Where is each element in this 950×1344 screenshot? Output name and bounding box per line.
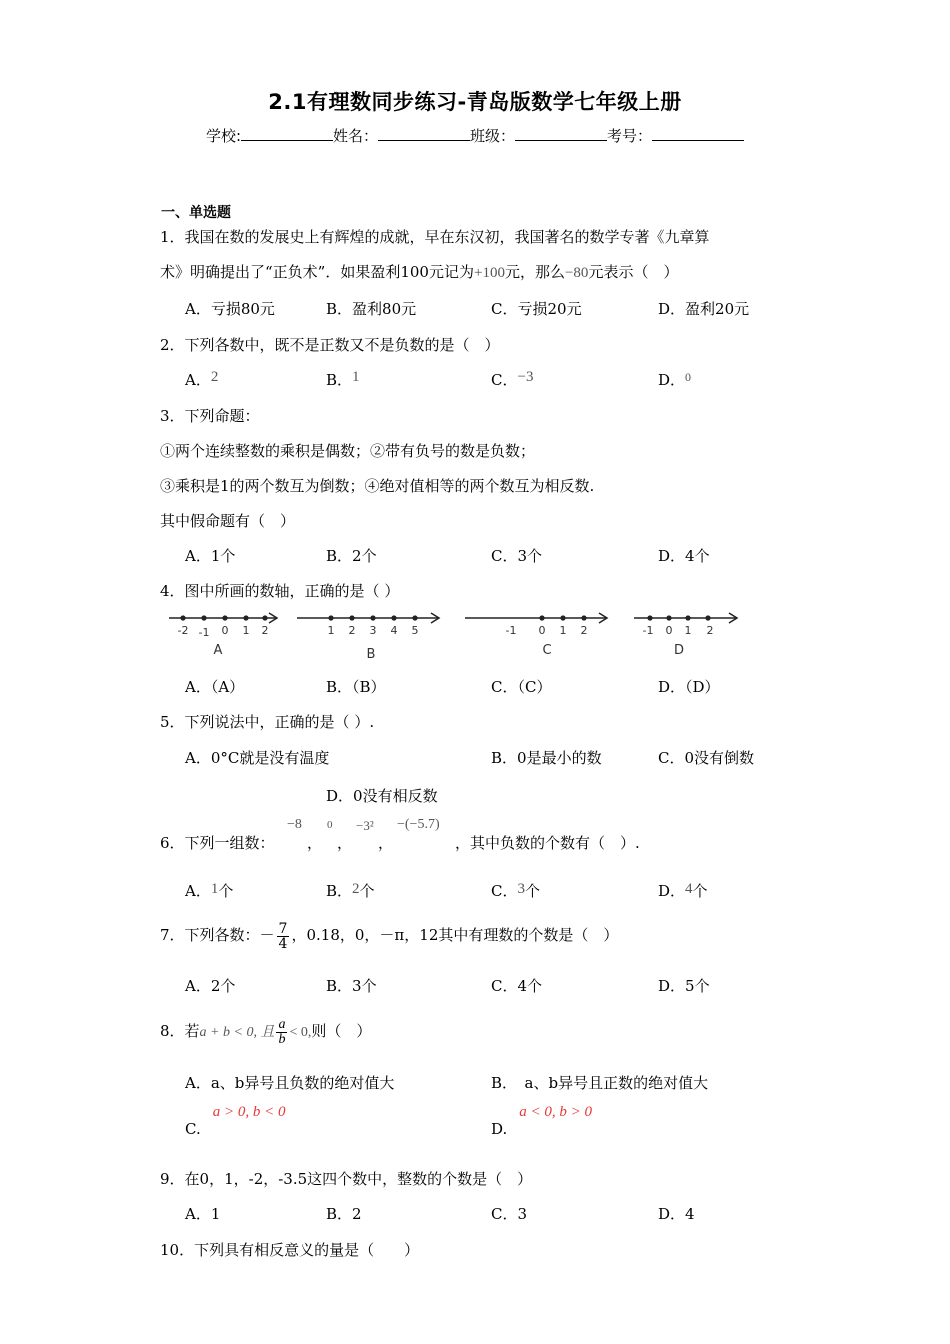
q6-num-3: −3² xyxy=(356,818,374,833)
section-heading: 一、单选题 xyxy=(161,205,231,221)
q8-option-d[interactable] xyxy=(491,1104,593,1139)
q7-option-d[interactable]: D．5个 xyxy=(658,977,710,995)
axis-c-tick: 1 xyxy=(559,624,567,637)
axis-d-tick: 2 xyxy=(706,624,714,637)
q2-label-d: D． xyxy=(658,371,686,389)
q8-expr-c: a > 0, b < 0 xyxy=(212,1104,286,1120)
q6-text-a: 6．下列一组数： xyxy=(160,834,275,852)
axis-c-tick: -1 xyxy=(505,624,517,637)
q6-value-b: 2 xyxy=(352,881,360,897)
q1-option-b[interactable]: B．盈利80元 xyxy=(326,300,417,318)
exam-no-label: 考号： xyxy=(607,127,653,145)
q8-label-c: C. xyxy=(185,1120,201,1138)
axis-b-tick: 2 xyxy=(348,624,356,637)
q8-fraction xyxy=(276,1018,287,1047)
number-line-c xyxy=(463,606,613,662)
page-title: 2.1有理数同步练习-青岛版数学七年级上册 xyxy=(268,90,682,114)
q6-label-b: B． xyxy=(326,882,353,900)
axis-a-tick: 0 xyxy=(221,624,229,637)
q2-stem: 2．下列各数中，既不是正数又不是负数的是（ ） xyxy=(160,336,500,354)
q6-stem xyxy=(160,832,275,853)
q6-label-a: A． xyxy=(185,882,211,900)
q8-option-a[interactable]: A．a、b异号且负数的绝对值大 xyxy=(185,1074,395,1092)
q2-option-d[interactable] xyxy=(658,369,691,390)
q7-fraction xyxy=(277,922,290,951)
q3-proposition-line2: ③乘积是1的两个数互为倒数；④绝对值相等的两个数互为相反数. xyxy=(160,477,595,495)
q4-stem: 4．图中所画的数轴，正确的是（ ） xyxy=(160,582,400,600)
q1-stem-line2 xyxy=(160,261,678,282)
q3-proposition-line1: ①两个连续整数的乘积是偶数；②带有负号的数是负数； xyxy=(160,442,536,460)
q5-option-d[interactable]: D．0没有相反数 xyxy=(326,787,438,805)
q8-condition-2: < 0, xyxy=(289,1025,312,1040)
q8-stem xyxy=(160,1010,371,1054)
axis-c-caption: C xyxy=(542,643,552,658)
exam-no-blank[interactable] xyxy=(652,126,744,141)
q8-frac-num: a xyxy=(278,1016,286,1032)
q6-comma: ， xyxy=(307,834,323,852)
axis-c-tick: 0 xyxy=(538,624,546,637)
q3-option-b[interactable]: B．2个 xyxy=(326,547,377,565)
q9-option-d[interactable]: D．4 xyxy=(658,1205,695,1223)
q2-value-a: 2 xyxy=(210,369,219,385)
q9-stem: 9．在0，1，-2，-3.5这四个数中，整数的个数是（ ） xyxy=(160,1170,533,1188)
student-info-line xyxy=(0,125,950,146)
q4-option-d[interactable]: D．（D） xyxy=(658,678,720,696)
q7-text-b: ，0.18，0，－π，12其中有理数的个数是（ ） xyxy=(291,926,619,944)
q8-condition-1: a + b < 0, 且 xyxy=(199,1025,275,1040)
q7-stem xyxy=(160,914,618,956)
q6-option-b[interactable] xyxy=(326,880,375,901)
axis-a-caption: A xyxy=(213,643,223,658)
q7-option-b[interactable]: B．3个 xyxy=(326,977,377,995)
school-label: 学校: xyxy=(205,127,241,145)
class-blank[interactable] xyxy=(515,126,607,141)
q3-question-line: 其中假命题有（ ） xyxy=(160,512,296,530)
q8-expr-d: a < 0, b > 0 xyxy=(519,1104,593,1120)
q6-text-b: ，其中负数的个数有（ ）. xyxy=(455,834,640,852)
q1-option-a[interactable]: A．亏损80元 xyxy=(185,300,275,318)
q8-label-d: D. xyxy=(491,1120,508,1138)
q6-value-a: 1 xyxy=(210,881,219,897)
axis-d-tick: 1 xyxy=(684,624,692,637)
class-label: 班级： xyxy=(470,127,516,145)
q6-unit: 个 xyxy=(524,882,540,900)
axis-b-tick: 4 xyxy=(390,624,398,637)
q4-option-b[interactable]: B．（B） xyxy=(326,678,386,696)
axis-a-tick: -1 xyxy=(198,626,210,639)
q3-stem: 3．下列命题： xyxy=(160,407,260,425)
axis-a-tick: 1 xyxy=(242,624,250,637)
name-label: 姓名： xyxy=(333,127,379,145)
q7-frac-den: 4 xyxy=(278,935,288,952)
axis-d-caption: D xyxy=(673,643,685,658)
q8-frac-den: b xyxy=(278,1031,286,1047)
q9-option-c[interactable]: C．3 xyxy=(491,1205,528,1223)
q8-text-a: 8．若 xyxy=(160,1022,200,1040)
axis-b-tick: 5 xyxy=(411,624,419,637)
q6-value-d: 4 xyxy=(685,881,693,897)
axis-a-tick: -2 xyxy=(177,624,189,637)
q5-option-b[interactable]: B．0是最小的数 xyxy=(491,749,602,767)
q6-option-c[interactable] xyxy=(491,880,540,901)
q8-option-b[interactable]: B． a、b异号且正数的绝对值大 xyxy=(491,1074,709,1092)
number-line-d xyxy=(632,606,747,662)
q1-option-d[interactable]: D．盈利20元 xyxy=(658,300,750,318)
q8-option-c[interactable] xyxy=(185,1104,286,1139)
q5-option-c[interactable]: C．0没有倒数 xyxy=(658,749,755,767)
q4-option-c[interactable]: C．（C） xyxy=(491,678,552,696)
q4-option-a[interactable]: A．（A） xyxy=(185,678,245,696)
q1-text-b: 元，那么 xyxy=(504,263,565,281)
axis-d-tick: 0 xyxy=(665,624,673,637)
q8-text-b: 则（ ） xyxy=(311,1022,372,1040)
q10-stem: 10．下列具有相反意义的量是（ ） xyxy=(160,1241,420,1259)
q3-option-c[interactable]: C．3个 xyxy=(491,547,543,565)
school-blank[interactable] xyxy=(241,126,333,141)
q6-num-2: 0 xyxy=(327,819,333,831)
q2-value-b: 1 xyxy=(352,369,360,385)
q7-option-a[interactable]: A．2个 xyxy=(185,977,236,995)
axis-b-tick: 3 xyxy=(369,624,377,637)
q1-option-c[interactable]: C．亏损20元 xyxy=(491,300,582,318)
q6-label-c: C． xyxy=(491,882,518,900)
q3-option-a[interactable]: A．1个 xyxy=(185,547,236,565)
axis-c-tick: 2 xyxy=(580,624,588,637)
q7-frac-num: 7 xyxy=(278,920,288,937)
q2-option-a[interactable] xyxy=(185,369,218,390)
q6-unit: 个 xyxy=(218,882,234,900)
q2-value-c: −3 xyxy=(517,369,534,385)
q6-option-d[interactable] xyxy=(658,880,708,901)
q1-text-a: 术》明确提出了“正负术”．如果盈利100元记为 xyxy=(160,263,474,281)
q5-option-a[interactable]: A．0°C就是没有温度 xyxy=(185,749,330,767)
number-line-b xyxy=(295,606,445,662)
q5-stem: 5．下列说法中，正确的是（ ）. xyxy=(160,713,375,731)
q7-text-a: 7．下列各数：－ xyxy=(160,926,275,944)
q6-label-d: D． xyxy=(658,882,686,900)
q6-num-4: −(−5.7) xyxy=(397,817,440,832)
q1-text-c: 元表示（ ） xyxy=(588,263,679,281)
q6-unit: 个 xyxy=(692,882,708,900)
number-line-a xyxy=(165,606,285,662)
q9-option-a[interactable]: A．1 xyxy=(185,1205,221,1223)
q1-expr-minus80: −80 xyxy=(564,265,589,281)
q6-num-1: −8 xyxy=(287,817,302,832)
q1-stem-line1: 1．我国在数的发展史上有辉煌的成就，早在东汉初，我国著名的数学专著《九章算 xyxy=(160,228,710,246)
q2-label-b: B． xyxy=(326,371,353,389)
q2-label-c: C． xyxy=(491,371,518,389)
axis-d-tick: -1 xyxy=(642,624,654,637)
q6-option-a[interactable] xyxy=(185,880,233,901)
q2-value-d: 0 xyxy=(685,370,692,384)
axis-a-tick: 2 xyxy=(261,624,269,637)
axis-b-caption: B xyxy=(366,647,376,662)
q6-comma: ， xyxy=(378,834,394,852)
q3-option-d[interactable]: D．4个 xyxy=(658,547,710,565)
q9-option-b[interactable]: B．2 xyxy=(326,1205,362,1223)
q1-expr-plus100: +100 xyxy=(473,265,505,281)
q6-value-c: 3 xyxy=(517,881,525,897)
q2-option-c[interactable] xyxy=(491,369,533,390)
q2-label-a: A． xyxy=(185,371,211,389)
q2-option-b[interactable] xyxy=(326,369,360,390)
q6-comma: ， xyxy=(337,834,353,852)
axis-b-tick: 1 xyxy=(327,624,335,637)
name-blank[interactable] xyxy=(378,126,470,141)
q7-option-c[interactable]: C．4个 xyxy=(491,977,543,995)
q6-unit: 个 xyxy=(359,882,375,900)
